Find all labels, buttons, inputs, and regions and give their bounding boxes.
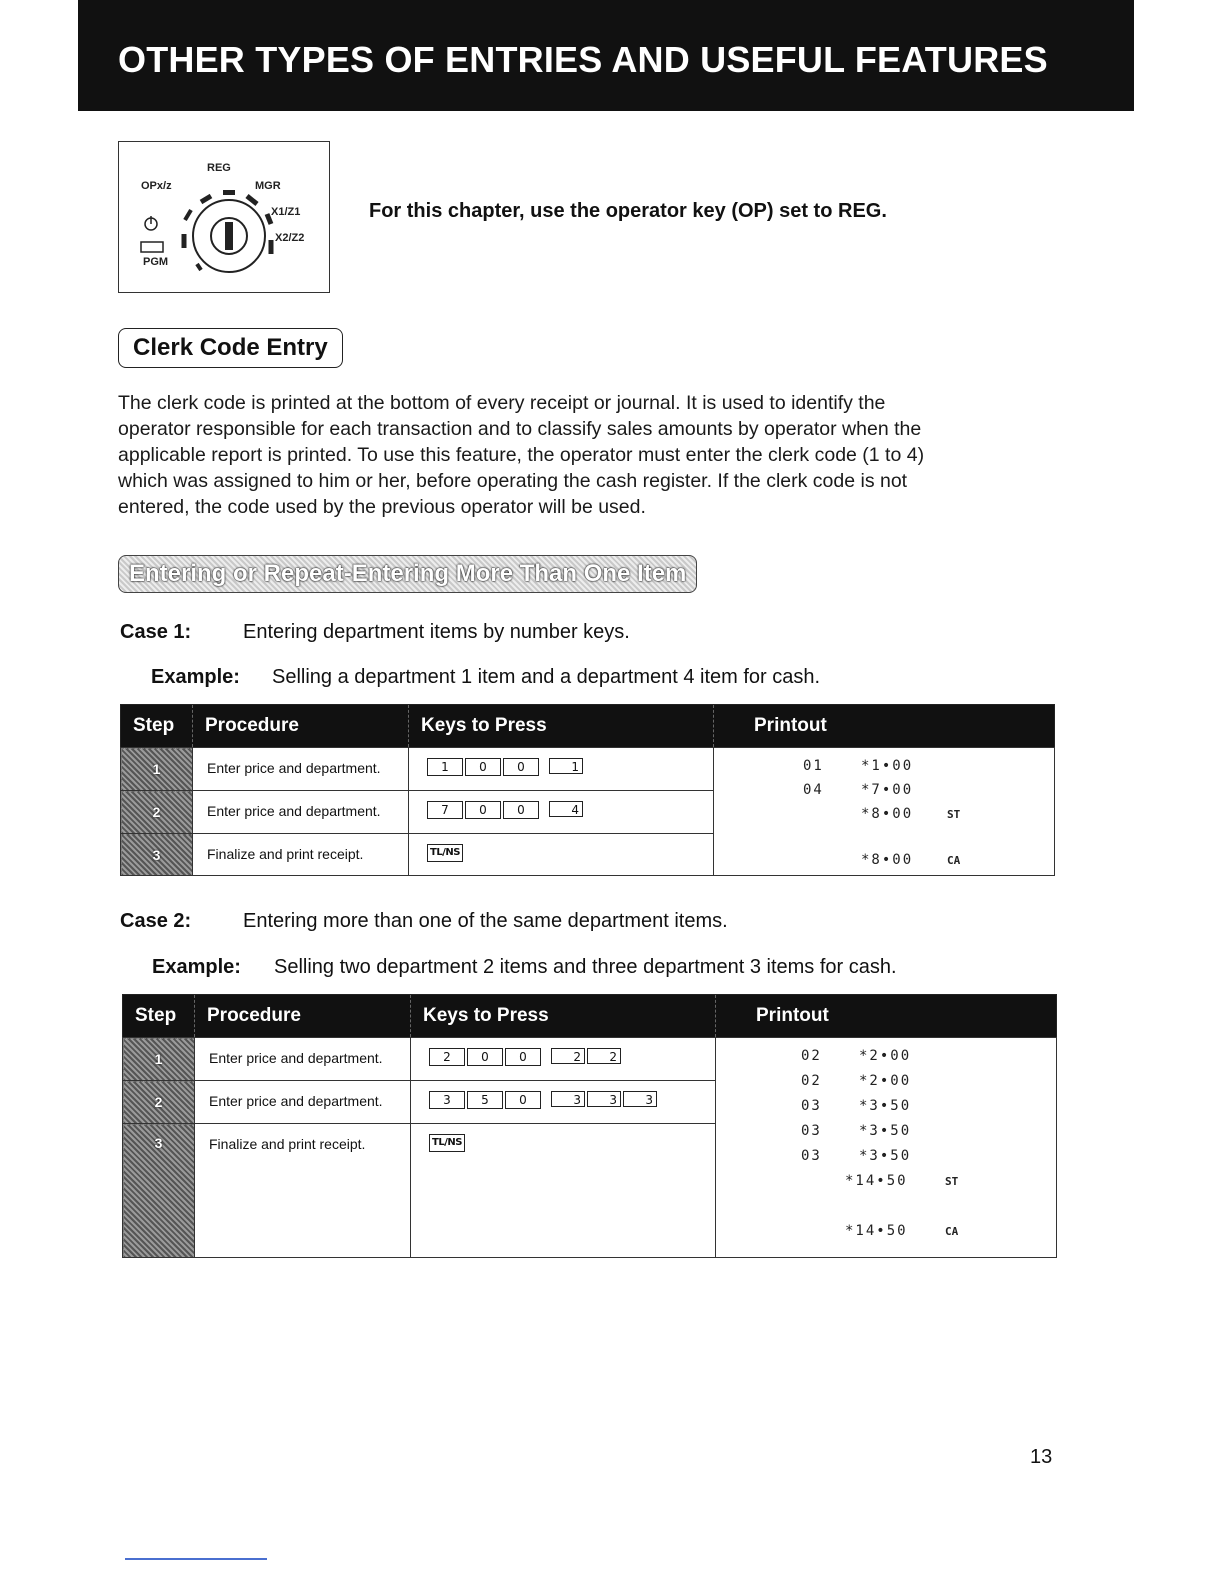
printout-line: 02 *2•00 (801, 1048, 912, 1064)
case-1-heading (120, 621, 191, 644)
case-label: Case 2: (120, 910, 192, 932)
step-keys (409, 834, 714, 876)
col-step-header: Step (123, 995, 195, 1038)
total-no-sale-key: TL/NS (429, 1134, 465, 1152)
col-printout-header: Printout (716, 995, 1057, 1038)
step-keys (411, 1124, 716, 1258)
col-keys-header: Keys to Press (409, 705, 714, 748)
paragraph-line: which was assigned to him or her, before operating the cash register. If the clerk code is not (118, 470, 908, 492)
number-key: 5 (467, 1091, 503, 1109)
step-procedure: Enter price and department. (195, 1081, 411, 1124)
printout-line: 04 *7•00 (803, 782, 914, 798)
number-key: 0 (505, 1091, 541, 1109)
mode-label-x2z2: X2/Z2 (275, 232, 305, 244)
number-key: 0 (465, 758, 501, 776)
multiple-items-section-title: Entering or Repeat-Entering More Than One Item (118, 555, 697, 593)
number-key: 7 (427, 801, 463, 819)
case-2-heading (120, 910, 191, 933)
paragraph-line: applicable report is printed. To use this feature, the operator must enter the clerk code (1 to 4) (118, 444, 925, 466)
case-2-description: Entering more than one of the same department items. (243, 910, 728, 932)
number-key: 1 (427, 758, 463, 776)
department-key: 4 (549, 801, 583, 817)
example-2-label (152, 956, 241, 979)
department-key: 3 (587, 1091, 621, 1107)
printout-line: *8•00 CA (861, 852, 961, 868)
printout-line: *14•50 CA (845, 1223, 959, 1239)
step-procedure: Enter price and department. (193, 748, 409, 791)
col-procedure-header: Procedure (195, 995, 411, 1038)
step-procedure: Enter price and department. (195, 1038, 411, 1081)
number-key: 0 (503, 758, 539, 776)
step-number: 3 (121, 834, 193, 876)
step-number: 2 (121, 791, 193, 834)
step-number: 1 (121, 748, 193, 791)
page-number: 13 (1030, 1446, 1053, 1468)
printout-line: 03 *3•50 (801, 1098, 912, 1114)
col-printout-header: Printout (714, 705, 1055, 748)
printout-blank-line (801, 1194, 1055, 1219)
number-key: 0 (465, 801, 501, 819)
clerk-code-section-title: Clerk Code Entry (118, 328, 343, 368)
example-1-description: Selling a department 1 item and a department 4 item for cash. (272, 666, 821, 688)
receipt-printout (716, 1038, 1057, 1258)
footer-rule (125, 1558, 267, 1560)
example-label: Example: (151, 666, 240, 688)
mode-label-x1z1: X1/Z1 (271, 206, 301, 218)
department-key: 3 (623, 1091, 657, 1107)
printout-line: *14•50 ST (845, 1173, 959, 1189)
number-key: 2 (429, 1048, 465, 1066)
step-number: 2 (123, 1081, 195, 1124)
col-keys-header: Keys to Press (411, 995, 716, 1038)
case-label: Case 1: (120, 621, 192, 643)
printout-line: 01 *1•00 (803, 758, 914, 774)
printout-line: 02 *2•00 (801, 1073, 912, 1089)
mode-switch-illustration (118, 141, 330, 293)
chapter-title: OTHER TYPES OF ENTRIES AND USEFUL FEATURES (118, 38, 1048, 80)
department-key: 1 (549, 758, 583, 774)
example-label: Example: (152, 956, 241, 978)
paragraph-line: The clerk code is printed at the bottom of every receipt or journal. It is used to identify the (118, 392, 886, 414)
col-procedure-header: Procedure (193, 705, 409, 748)
total-no-sale-key: TL/NS (427, 844, 463, 862)
receipt-printout (714, 748, 1055, 876)
mode-label-opxz: OPx/z (141, 180, 172, 192)
paragraph-line: operator responsible for each transaction and to classify sales amounts by operator when the (118, 418, 922, 440)
step-procedure: Finalize and print receipt. (195, 1124, 411, 1258)
department-key: 3 (551, 1091, 585, 1107)
example-2-description: Selling two department 2 items and three department 3 items for cash. (274, 956, 897, 978)
mode-label-pgm: PGM (143, 256, 169, 268)
case-1-description: Entering department items by number keys. (243, 621, 630, 643)
chapter-header (78, 0, 1134, 111)
number-key: 0 (505, 1048, 541, 1066)
printout-line: 03 *3•50 (801, 1123, 912, 1139)
case-1-table (120, 704, 1055, 876)
printout-blank-line (803, 826, 1053, 848)
printout-line: *8•00 ST (861, 806, 961, 822)
mode-label-reg: REG (207, 162, 231, 174)
step-keys (411, 1038, 716, 1081)
step-procedure: Enter price and department. (193, 791, 409, 834)
operator-key-instruction: For this chapter, use the operator key (OP) set to REG. (369, 200, 887, 222)
step-number: 3 (123, 1124, 195, 1258)
number-key: 0 (503, 801, 539, 819)
col-step-header: Step (121, 705, 193, 748)
number-key: 0 (467, 1048, 503, 1066)
example-1-label (151, 666, 240, 689)
number-key: 3 (429, 1091, 465, 1109)
step-keys (409, 791, 714, 834)
mode-label-mgr: MGR (255, 180, 281, 192)
department-key: 2 (587, 1048, 621, 1064)
step-keys (411, 1081, 716, 1124)
printout-line: 03 *3•50 (801, 1148, 912, 1164)
step-procedure: Finalize and print receipt. (193, 834, 409, 876)
department-key: 2 (551, 1048, 585, 1064)
step-number: 1 (123, 1038, 195, 1081)
mode-dial-icon (139, 172, 319, 282)
paragraph-line: entered, the code used by the previous operator will be used. (118, 496, 646, 518)
case-2-table (122, 994, 1057, 1258)
clerk-code-paragraph (118, 390, 1038, 520)
step-keys (409, 748, 714, 791)
